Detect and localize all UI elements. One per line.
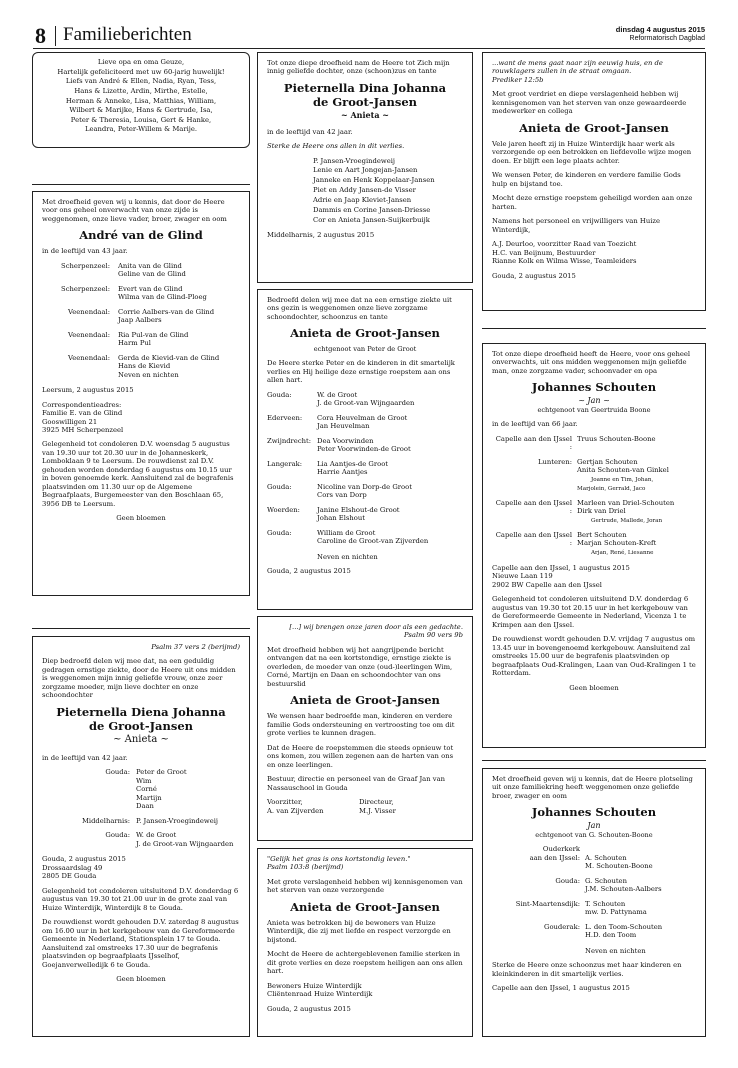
obituary-text: Sterke de Heere onze schoonzus met haar kinderen en kleinkinderen in dit smartelijk verlies. [492,961,682,978]
no-flowers: Geen bloemen [116,975,166,984]
obituary-text: Mocht deze ernstige roepstem geheiligd worden aan onze harten. [492,194,693,211]
condolence-info: Gelegenheid tot condoleren uitsluitend D.V. donderdag 6 augustus van 19.30 tot 20.15 uur in het kerkgebouw van de Gereformeerde Gemeente in Nederland, Vicenza 1 te Krimpen aan den IJssel. [492,595,689,629]
place-date: Leersum, 2 augustus 2015 [42,386,134,395]
greeting-line: Leandra, Peter-Willem & Marije. [84,125,198,134]
signatures: Voorzitter, A. van Zijverden Directeur, M.J. Visser [267,798,396,815]
obituary-andre-van-de-glind [32,191,250,596]
obituary-text: We wensen haar bedroefde man, kinderen en verdere familie Gods ondersteuning en vertroosting toe om dit grote verlies te kunnen dragen. [267,712,455,738]
place-date: Gouda, 2 augustus 2015 [492,271,576,280]
family-list: P. Jansen-Vroegindeweij Lenie en Aart Jongejan-Jansen Janneke en Henk Koppelaar-Jansen Piet en Addy Jansen-de Visser Adrie en Jaap Kleviet-Jansen Dammis en Corine Jansen-Driesse Cor en Anieta Jansen-Suijkerbuijk [313,156,435,224]
age-line: in de leeftijd van 66 jaar. [492,420,578,429]
no-flowers: Geen bloemen [569,683,619,692]
quote-text: ...want de mens gaat naar zijn eeuwig huis, en de rouwklagers zullen in de straat omgaan. [492,59,663,76]
verse-line: Sterke de Heere ons allen in dit verlies. [267,142,405,151]
deceased-name: Pieternella Diena Johanna [56,704,226,719]
age-line: in de leeftijd van 42 jaar. [267,127,353,136]
signatory: A.J. Deurloo, voorzitter Raad van Toezicht [492,240,637,249]
condolence-info: Gelegenheid tot condoleren uitsluitend D.V. donderdag 6 augustus van 19.30 tot 21.00 uur in de grote zaal van Huize Winterdijk, Winterdijk 8 te Gouda. [42,886,239,912]
obituary-anieta-in-laws [257,289,473,610]
newspaper-name: Reformatorisch Dagblad [629,35,705,42]
obituary-intro: Met grote verslagenheid hebben wij kennisgenomen van het sterven van onze verzorgende [267,877,463,895]
obituary-anieta-staff [482,52,706,311]
issue-date: dinsdag 4 augustus 2015 [615,25,705,34]
spouse-line: echtgenoot van G. Schouten-Boone [535,831,653,840]
column-rule [482,760,706,761]
nickname: ~ Anieta ~ [340,109,389,120]
signatory: Rianne Kolk en Wilma Wisse, Teamleiders [492,257,637,266]
spouse-line: echtgenoot van Geertruida Boone [537,406,651,415]
greeting-line: Peter & Theresia, Louisa, Gert & Hanke, [70,115,212,124]
greeting-line: Liefs van André & Ellen, Nadia, Ryan, Tess, [65,77,217,86]
obituary-intro: Met droefheid geven wij u kennis, dat door de Heere voor ons geheel onverwacht van onze zijde is weggenomen, onze lieve vader, broer, zwager en oom [42,198,227,223]
greeting-line: Lieve opa en oma Geuze, [97,58,185,66]
obituary-text: Namens het personeel en vrijwilligers van Huize Winterdijk, [492,217,660,234]
greeting-line: Hartelijk gefeliciteerd met uw 60-jarig huwelijk! [57,67,225,76]
deceased-name: André van de Glind [79,228,203,243]
obituary-anieta-school [257,616,473,841]
obituary-pieternella-family [32,636,250,1037]
deceased-name: Anieta de Groot-Jansen [290,693,440,708]
obituary-intro: Met groot verdriet en diepe verslagenheid hebben wij kennisgenomen van het sterven van onze gewaardeerde medewerker en collega [492,90,687,116]
correspondence-address: Correspondentieadres: Familie E. van de Glind Gooswilligen 21 3925 MH Scherpenzeel [42,400,124,434]
greeting-line: Hans & Lizette, Ardin, Mirthe, Estelle, [74,86,208,95]
header-divider [55,26,56,46]
column-rule [482,328,706,329]
greeting-line: Herman & Anneke, Lisa, Matthias, William, [65,96,217,105]
page-number: 8 [35,23,46,48]
signatory-org: Bestuur, directie en personeel van de Graaf Jan van Nassauschool in Gouda [267,775,446,792]
family-list: Gouda: W. de Groot J. de Groot-van Wijngaarden Ederveen: Cora Heuvelman de Groot Jan Heuvelman Zwijndrecht: Dea Voorwinden Peter Voorwinden-de Groot Langerak: Lia Aantjes-de Groot Harrie Aantjes Gouda: Nicoline van Dorp-de Groot Cors van Dorp Woerden: Janine Elshout-de Groot Johan Elshout Gouda: William de Groot Caroline de Groot-van Zijverden [267,390,429,546]
obituary-johannes-schouten-siblings [482,768,706,1037]
quote-reference: Psalm 90 vers 9b [404,631,463,640]
quote-text: [...] wij brengen onze jaren door als een gedachte. [289,623,463,631]
obituary-intro: Diep bedroefd delen wij mee dat, na een geduldig gedragen ernstige ziekte, door de Heere uit ons midden is weggenomen mijn innig geliefde vrouw, onze zeer zorgzame moeder, mijn lieve dochter en onze schoondochter [42,657,236,700]
signatory: Bewoners Huize Winterdijk [267,981,362,990]
obituary-text: Mocht de Heere de achtergeblevenen familie sterken in dit grote verlies en deze roepstem heiligen aan ons allen hart. [267,950,463,976]
obituary-text: We wensen Peter, de kinderen en verdere familie Gods hulp en bijstand toe. [492,171,681,188]
obituary-anieta-residents [257,848,473,1037]
service-info: De rouwdienst wordt gehouden D.V. zaterdag 8 augustus om 16.00 uur in het kerkgebouw van de Gereformeerde Gemeente in Nederland, Stationsplein 17 te Gouda. Aansluitend zal omstreeks 17.30 uur de begrafenis plaatsvinden op begraafplaats IJsselhof, Goejanverwelledijk 6 te Gouda. [42,918,239,969]
deceased-surname: de Groot-Jansen [88,718,194,733]
obituary-intro: Met droefheid geven wij u kennis, dat de Heere plotseling uit onze familiekring heeft weggenomen onze geliefde broer, zwager en oom [492,775,693,800]
service-info: De rouwdienst wordt gehouden D.V. vrijdag 7 augustus om 13.45 uur in bovengenoemd kerkgebouw. Aansluitend zal omstreeks 15.00 uur de begrafenis plaatsvinden op begraafplaats Oud-Kralingen, Laan van Oud-Kralingen 1 te Rotterdam. [492,635,696,678]
nickname: ~ Jan ~ [578,396,610,406]
deceased-surname: de Groot-Jansen [312,94,418,109]
place-date: Gouda, 2 augustus 2015 [267,1004,351,1013]
obituary-johannes-schouten-family [482,343,706,748]
signatory: Cliëntenraad Huize Winterdijk [267,990,373,999]
no-flowers: Geen bloemen [116,514,166,523]
deceased-name: Pieternella Dina Johanna [283,80,447,95]
obituary-text: De Heere sterke Peter en de kinderen in dit smartelijk verlies en Hij heilige deze ernstige roepstem aan ons allen hart. [267,359,455,385]
family-list: Gouda: Peter de Groot Wim Corné Martijn Daan Middelharnis: P. Jansen-Vroegindeweij Gouda: W. de Groot J. de Groot-van Wijngaarden [81,768,234,848]
family-list: Capelle aan den IJssel : Truus Schouten-Boone Lunteren: Gertjan Schouten Anita Schouten-van Ginkel Joanne en Tim, Johan, Marjolein, Gerrald, Jaco Capelle aan den IJssel : Marleen van Driel-Schouten Dirk van Driel Gertrude, Mallede, Joran Capelle aan den IJssel : Bert Schouten Marjan Schouten-Kreft Arjan, René, Liesanne [495,434,675,556]
column-rule [32,628,250,629]
deceased-name: Johannes Schouten [531,380,657,395]
greeting-line: Wilbert & Marijke, Hans & Gertrude, Isa, [69,106,213,115]
deceased-name: Johannes Schouten [531,805,657,820]
obituary-intro: Tot onze diepe droefheid nam de Heere tot Zich mijn innig geliefde dochter, onze (schoon)zus en tante [267,59,450,76]
page-header [33,22,705,49]
neven-en-nichten: Neven en nichten [585,946,646,955]
obituary-intro: Met droefheid hebben wij het aangrijpende bericht ontvangen dat na een kortstondige, ernstige ziekte is overleden, de moeder van onze (oud-)leerlingen Wim, Corné, Martijn en Daan en schoondochter van ons bestuurslid [267,645,453,688]
age-line: in de leeftijd van 42 jaar. [42,754,128,762]
deceased-name: Anieta de Groot-Jansen [519,120,669,135]
family-list: Ouderkerk aan den IJssel: A. Schouten M. Schouten-Boone Gouda: G. Schouten J.M. Schouten-Aalbers Sint-Maartensdijk: T. Schouten mw. D. Pattynama Gouderak: L. den Toom-Schouten H.D. den Toom [515,845,663,940]
obituary-intro: Tot onze diepe droefheid heeft de Heere, voor ons geheel onverwachts, uit ons midden weggenomen mijn geliefde man, onze zorgzame vader, schoonvader en opa [492,350,691,375]
section-title: Familieberichten [63,24,192,45]
place-date: Gouda, 2 augustus 2015 [267,567,351,576]
service-info: Gelegenheid tot condoleren D.V. woensdag 5 augustus van 19.30 uur tot 20.30 uur in de Johanneskerk, Lomboklaan 9 te Leersum. De rouwdienst zal D.V. gehouden worden donderdag 6 augustus om 10.15 uur in boven genoemde kerk. Aansluitend zal de begrafenis plaatsvinden om 11.30 uur op de Algemene Begraafplaats, Burgemeester van den Boschlaan 65, 3956 DB te Leersum. [42,440,234,508]
obituary-pieternella-siblings [257,52,473,283]
address: Capelle aan den IJssel, 1 augustus 2015 Nieuwe Laan 119 2902 BW Capelle aan den IJssel [492,563,630,589]
anniversary-notice [32,52,250,148]
quote-reference: Prediker 12:5b [492,75,544,84]
place-date: Middelharnis, 2 augustus 2015 [267,231,375,240]
address: Gouda, 2 augustus 2015 Drossaardslag 49 2805 DE Gouda [42,855,126,881]
family-list: Scherpenzeel: Anita van de Glind Geline van de Glind Scherpenzeel: Evert van de Glind Wilma van de Glind-Ploeg Veenendaal: Corrie Aalbers-van de Glind Jaap Aalbers Veenendaal: Ria Pul-van de Glind Harm Pul Veenendaal: Gerda de Kievid-van de Glind Hans de Kievid Neven en nichten [61,261,220,379]
obituary-text: Vele jaren heeft zij in Huize Winterdijk haar werk als verzorgende op een betrokken en liefdevolle wijze mogen doen. Er blijft een lege plaats achter. [492,139,692,165]
obituary-intro: Bedroefd delen wij mee dat na een ernstige ziekte uit ons gezin is weggenomen onze lieve zorgzame schoondochter, schoonzus en tante [267,296,452,321]
quote-text: "Gelijk het gras is ons kortstondig leven." [267,855,411,863]
spouse-line: echtgenoot van Peter de Groot [313,345,417,354]
obituary-text: Dat de Heere de roepstemmen die steeds opnieuw tot ons komen, zou willen zegenen aan de harten van ons en onze leerlingen. [267,743,454,769]
deceased-name: Anieta de Groot-Jansen [290,899,440,914]
neven-en-nichten: Neven en nichten [317,552,378,561]
deceased-name: Anieta de Groot-Jansen [290,326,440,341]
psalm-reference: Psalm 37 vers 2 (berijmd) [151,643,240,651]
age-line: in de leeftijd van 43 jaar. [42,247,128,256]
column-rule [32,184,250,185]
obituary-text: Anieta was betrokken bij de bewoners van Huize Winterdijk, die zij met liefde en respect verzorgde en bijstond. [267,918,451,944]
nickname: Jan [587,821,601,831]
signatory: H.C. van Beijnum, Bestuurder [492,248,596,257]
quote-reference: Psalm 103:8 (berijmd) [267,863,344,872]
place-date: Capelle aan den IJssel, 1 augustus 2015 [492,984,630,993]
nickname: ~ Anieta ~ [113,733,169,745]
